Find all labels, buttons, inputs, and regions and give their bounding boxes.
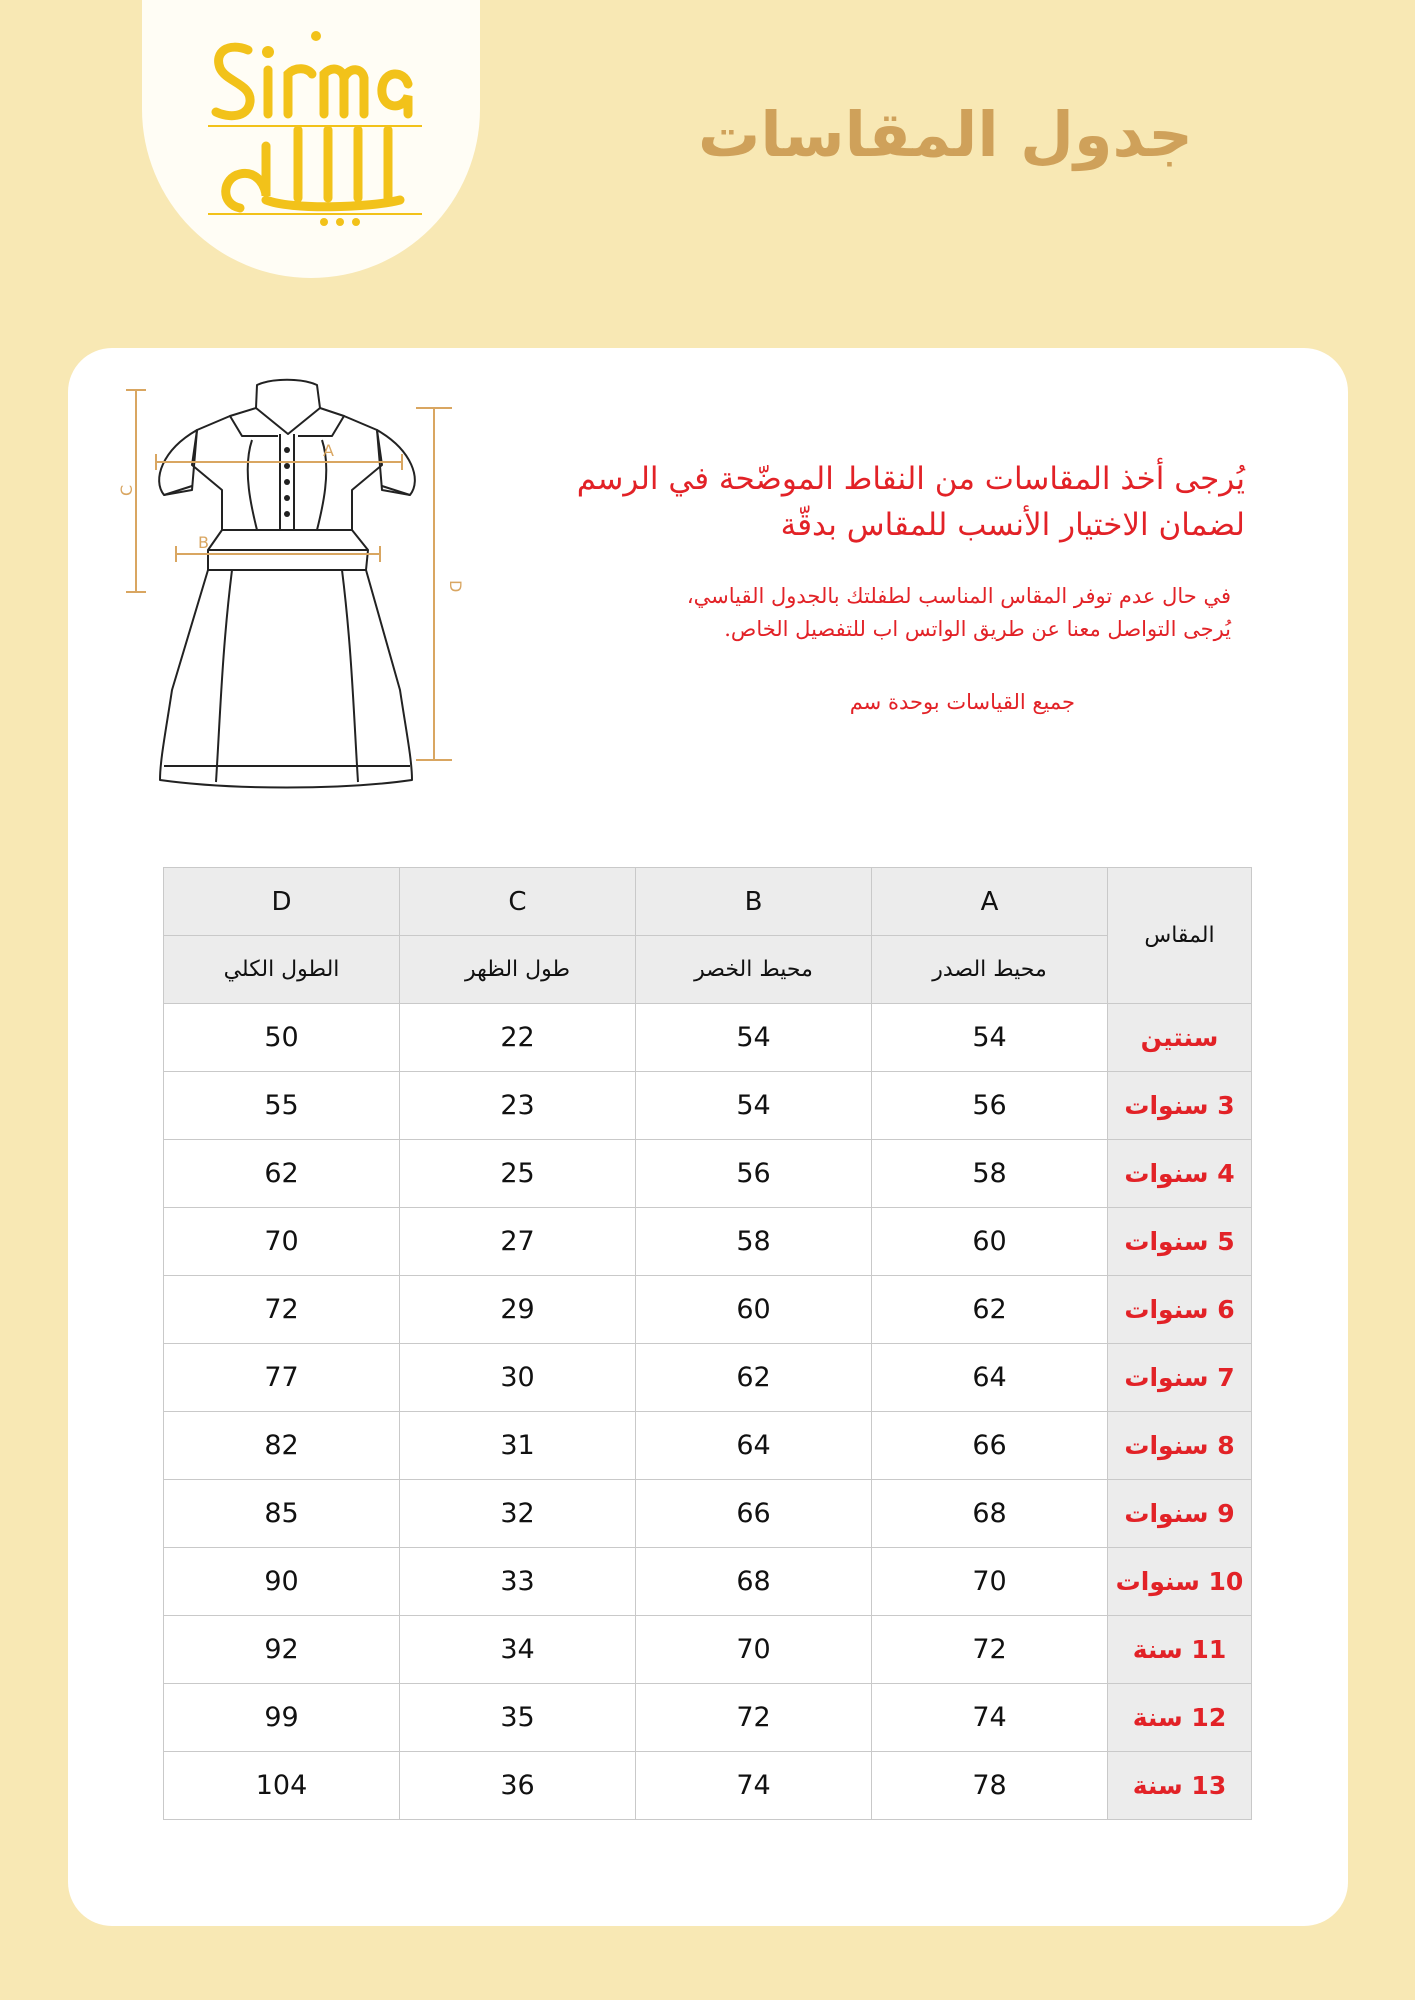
table-row bbox=[164, 1480, 1252, 1548]
table-header-labels bbox=[164, 936, 1252, 1004]
back-length-value: 33 bbox=[400, 1548, 636, 1616]
size-label: 13 سنة bbox=[1108, 1752, 1252, 1820]
table-row bbox=[164, 1208, 1252, 1276]
instruction-line-1: يُرجى أخذ المقاسات من النقاط الموضّحة في الرسم bbox=[576, 461, 1245, 497]
chest-value: 74 bbox=[872, 1684, 1108, 1752]
back-length-value: 34 bbox=[400, 1616, 636, 1684]
waist-value: 58 bbox=[636, 1208, 872, 1276]
back-length-value: 25 bbox=[400, 1140, 636, 1208]
waist-value: 68 bbox=[636, 1548, 872, 1616]
custom-note-line-2: يُرجى التواصل معنا عن طريق الواتس اب للتفصيل الخاص. bbox=[724, 617, 1231, 641]
unit-note: جميع القياسات بوحدة سم bbox=[849, 690, 1075, 714]
back-length-value: 27 bbox=[400, 1208, 636, 1276]
column-label-chest: محيط الصدر bbox=[872, 936, 1108, 1004]
waist-value: 74 bbox=[636, 1752, 872, 1820]
waist-value: 66 bbox=[636, 1480, 872, 1548]
back-length-value: 32 bbox=[400, 1480, 636, 1548]
chest-value: 66 bbox=[872, 1412, 1108, 1480]
dress-diagram bbox=[112, 370, 465, 800]
table-row bbox=[164, 1548, 1252, 1616]
chest-value: 54 bbox=[872, 1004, 1108, 1072]
chest-value: 70 bbox=[872, 1548, 1108, 1616]
total-length-value: 77 bbox=[164, 1344, 400, 1412]
back-length-value: 22 bbox=[400, 1004, 636, 1072]
size-chart-table bbox=[163, 867, 1252, 1820]
total-length-value: 104 bbox=[164, 1752, 400, 1820]
table-row bbox=[164, 1276, 1252, 1344]
diagram-label-c: C bbox=[117, 484, 136, 496]
table-row bbox=[164, 1752, 1252, 1820]
size-label: 8 سنوات bbox=[1108, 1412, 1252, 1480]
total-length-value: 92 bbox=[164, 1616, 400, 1684]
measurement-instructions bbox=[525, 456, 1245, 548]
waist-value: 54 bbox=[636, 1004, 872, 1072]
total-length-value: 55 bbox=[164, 1072, 400, 1140]
waist-value: 70 bbox=[636, 1616, 872, 1684]
back-length-value: 30 bbox=[400, 1344, 636, 1412]
column-label-waist: محيط الخصر bbox=[636, 936, 872, 1004]
size-label: 11 سنة bbox=[1108, 1616, 1252, 1684]
diagram-label-d: D bbox=[446, 580, 465, 593]
chest-value: 58 bbox=[872, 1140, 1108, 1208]
back-length-value: 35 bbox=[400, 1684, 636, 1752]
total-length-value: 50 bbox=[164, 1004, 400, 1072]
column-label-total-length: الطول الكلي bbox=[164, 936, 400, 1004]
brand-logo bbox=[200, 18, 430, 238]
waist-value: 60 bbox=[636, 1276, 872, 1344]
column-letter-c: C bbox=[400, 868, 636, 936]
chest-value: 56 bbox=[872, 1072, 1108, 1140]
total-length-value: 82 bbox=[164, 1412, 400, 1480]
table-row bbox=[164, 1412, 1252, 1480]
waist-value: 64 bbox=[636, 1412, 872, 1480]
table-row bbox=[164, 1072, 1252, 1140]
custom-size-note bbox=[551, 580, 1231, 646]
waist-value: 72 bbox=[636, 1684, 872, 1752]
table-row bbox=[164, 1004, 1252, 1072]
chest-value: 64 bbox=[872, 1344, 1108, 1412]
back-length-value: 23 bbox=[400, 1072, 636, 1140]
column-letter-b: B bbox=[636, 868, 872, 936]
chest-value: 60 bbox=[872, 1208, 1108, 1276]
size-label: 3 سنوات bbox=[1108, 1072, 1252, 1140]
total-length-value: 99 bbox=[164, 1684, 400, 1752]
size-label: سنتين bbox=[1108, 1004, 1252, 1072]
total-length-value: 90 bbox=[164, 1548, 400, 1616]
table-header-letters bbox=[164, 868, 1252, 936]
column-letter-d: D bbox=[164, 868, 400, 936]
total-length-value: 70 bbox=[164, 1208, 400, 1276]
back-length-value: 31 bbox=[400, 1412, 636, 1480]
chest-value: 68 bbox=[872, 1480, 1108, 1548]
table-row bbox=[164, 1684, 1252, 1752]
total-length-value: 62 bbox=[164, 1140, 400, 1208]
chest-value: 62 bbox=[872, 1276, 1108, 1344]
waist-value: 62 bbox=[636, 1344, 872, 1412]
size-label: 5 سنوات bbox=[1108, 1208, 1252, 1276]
back-length-value: 36 bbox=[400, 1752, 636, 1820]
size-label: 4 سنوات bbox=[1108, 1140, 1252, 1208]
chest-value: 78 bbox=[872, 1752, 1108, 1820]
custom-note-line-1: في حال عدم توفر المقاس المناسب لطفلتك بالجدول القياسي، bbox=[686, 584, 1231, 608]
chest-value: 72 bbox=[872, 1616, 1108, 1684]
diagram-label-a: A bbox=[323, 441, 334, 460]
table-row bbox=[164, 1344, 1252, 1412]
page-title: جدول المقاسات bbox=[698, 98, 1193, 171]
table-row bbox=[164, 1140, 1252, 1208]
column-letter-a: A bbox=[872, 868, 1108, 936]
total-length-value: 85 bbox=[164, 1480, 400, 1548]
instruction-line-2: لضمان الاختيار الأنسب للمقاس بدقّة bbox=[780, 507, 1245, 543]
size-column-header: المقاس bbox=[1108, 868, 1252, 1004]
diagram-label-b: B bbox=[198, 533, 209, 552]
back-length-value: 29 bbox=[400, 1276, 636, 1344]
total-length-value: 72 bbox=[164, 1276, 400, 1344]
size-label: 7 سنوات bbox=[1108, 1344, 1252, 1412]
table-row bbox=[164, 1616, 1252, 1684]
waist-value: 56 bbox=[636, 1140, 872, 1208]
size-label: 12 سنة bbox=[1108, 1684, 1252, 1752]
size-label: 9 سنوات bbox=[1108, 1480, 1252, 1548]
size-label: 10 سنوات bbox=[1108, 1548, 1252, 1616]
column-label-back-length: طول الظهر bbox=[400, 936, 636, 1004]
size-label: 6 سنوات bbox=[1108, 1276, 1252, 1344]
waist-value: 54 bbox=[636, 1072, 872, 1140]
